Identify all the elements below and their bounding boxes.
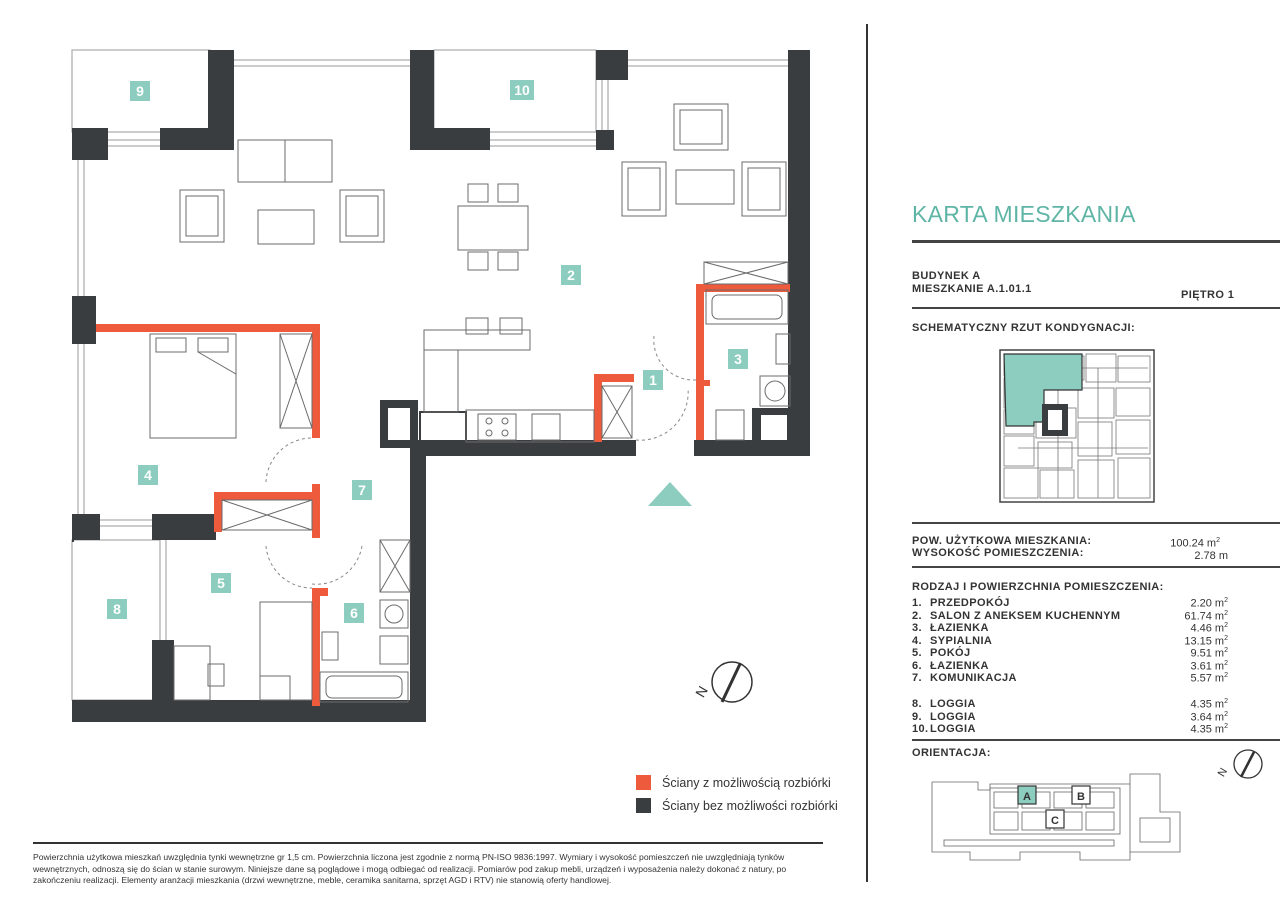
room-badge-10: 10 (510, 80, 534, 100)
room-badge-2: 2 (561, 265, 581, 285)
usable-area-value: 100.24 $m^2$ (1170, 537, 1220, 550)
list-item: 7. KOMUNIKACJA 5.57 $m^2$ (912, 672, 1228, 685)
title-divider (912, 240, 1280, 243)
room-badge-1: 1 (643, 370, 663, 390)
list-item: 10. LOGGIA 4.35 $m^2$ (912, 723, 1228, 736)
list-item: 8. LOGGIA 4.35 $m^2$ (912, 698, 1228, 711)
site-label-a: A (1023, 791, 1031, 803)
list-item: 5. POKÓJ 9.51 $m^2$ (912, 647, 1228, 660)
list-item: 2. SALON Z ANEKSEM KUCHENNYM 61.74 $m^2$ (912, 609, 1228, 623)
floor-schematic (998, 348, 1156, 504)
divider-3 (912, 566, 1280, 568)
rooms-list-label: RODZAJ I POWIERZCHNIA POMIESZCZENIA: (912, 581, 1164, 593)
legend-non-demolishable (636, 798, 838, 813)
site-label-b: B (1077, 791, 1085, 803)
loggia-8-outline (72, 540, 160, 700)
apartment-label: MIESZKANIE A.1.01.1 (912, 283, 1032, 295)
demolishable-walls (96, 284, 790, 706)
building-label: BUDYNEK A (912, 270, 981, 282)
room-height-label: WYSOKOŚĆ POMIESZCZENIA: (912, 547, 1084, 559)
room-badge-3: 3 (728, 349, 748, 369)
divider-2 (912, 522, 1280, 524)
legend-demolishable (636, 775, 831, 790)
legend-label-demolishable: Ściany z możliwością rozbiórki (662, 775, 831, 790)
room-badge-5: 5 (211, 573, 231, 593)
room-height-value: 2.78 m (1194, 550, 1228, 562)
room-badge-4: 4 (138, 465, 158, 485)
room-badge-8: 8 (107, 599, 127, 619)
schematic-label: SCHEMATYCZNY RZUT KONDYGNACJI: (912, 322, 1136, 334)
furniture (150, 104, 790, 702)
panel-separator (866, 24, 868, 882)
list-item: 4. SYPIALNIA 13.15 $m^2$ (912, 634, 1228, 648)
divider-4 (912, 739, 1280, 741)
orientation-compass-icon (1212, 746, 1268, 782)
site-plan (930, 772, 1190, 864)
room-badge-6: 6 (344, 603, 364, 623)
legend-swatch-dark (636, 798, 651, 813)
list-item: 1. PRZEDPOKÓJ 2.20 $m^2$ (912, 597, 1228, 610)
legend-swatch-orange (636, 775, 651, 790)
plan-compass-icon (692, 662, 752, 702)
list-item: 9. LOGGIA 3.64 $m^2$ (912, 710, 1228, 724)
svg-text:N: N (691, 683, 711, 700)
usable-area-label: POW. UŻYTKOWA MIESZKANIA: (912, 535, 1092, 547)
list-item: 6. ŁAZIENKA 3.61 $m^2$ (912, 659, 1228, 673)
card-title: KARTA MIESZKANIA (912, 201, 1136, 227)
divider-1 (912, 307, 1280, 309)
site-label-c: C (1051, 815, 1059, 827)
floor-label: PIĘTRO 1 (1181, 289, 1235, 301)
list-item: 3. ŁAZIENKA 4.46 $m^2$ (912, 622, 1228, 635)
svg-text:N: N (1215, 766, 1231, 779)
footnote-divider (33, 842, 823, 844)
room-badge-9: 9 (130, 81, 150, 101)
legend-label-non-demolishable: Ściany bez możliwości rozbiórki (662, 798, 838, 813)
room-badge-7: 7 (352, 480, 372, 500)
entrance-marker (648, 482, 692, 506)
orientation-label: ORIENTACJA: (912, 747, 991, 759)
footnote-text: Powierzchnia użytkowa mieszkań uwzględnia tynki wewnętrzne gr 1,5 cm. Powierzchnia liczona jest zgodnie z normą PN-ISO 9836:1997. Wymiary i wysokość pomieszczeń nie uwzględniają tynków wewnętrznych, odnoszą się do ścian w stanie surowym. Niniejsze dane są poglądowe i mogą odbiegać od realizacji. Pomiarów pod zakup mebli, urządzeń i wyposażenia należy dokonać z natury, po zakończeniu realizacji. Elementy aranżacji mieszkania (drzwi wewnętrzne, meble, ceramika sanitarna, sprzęt AGD i RTV) nie stanowią oferty handlowej. (33, 852, 787, 886)
